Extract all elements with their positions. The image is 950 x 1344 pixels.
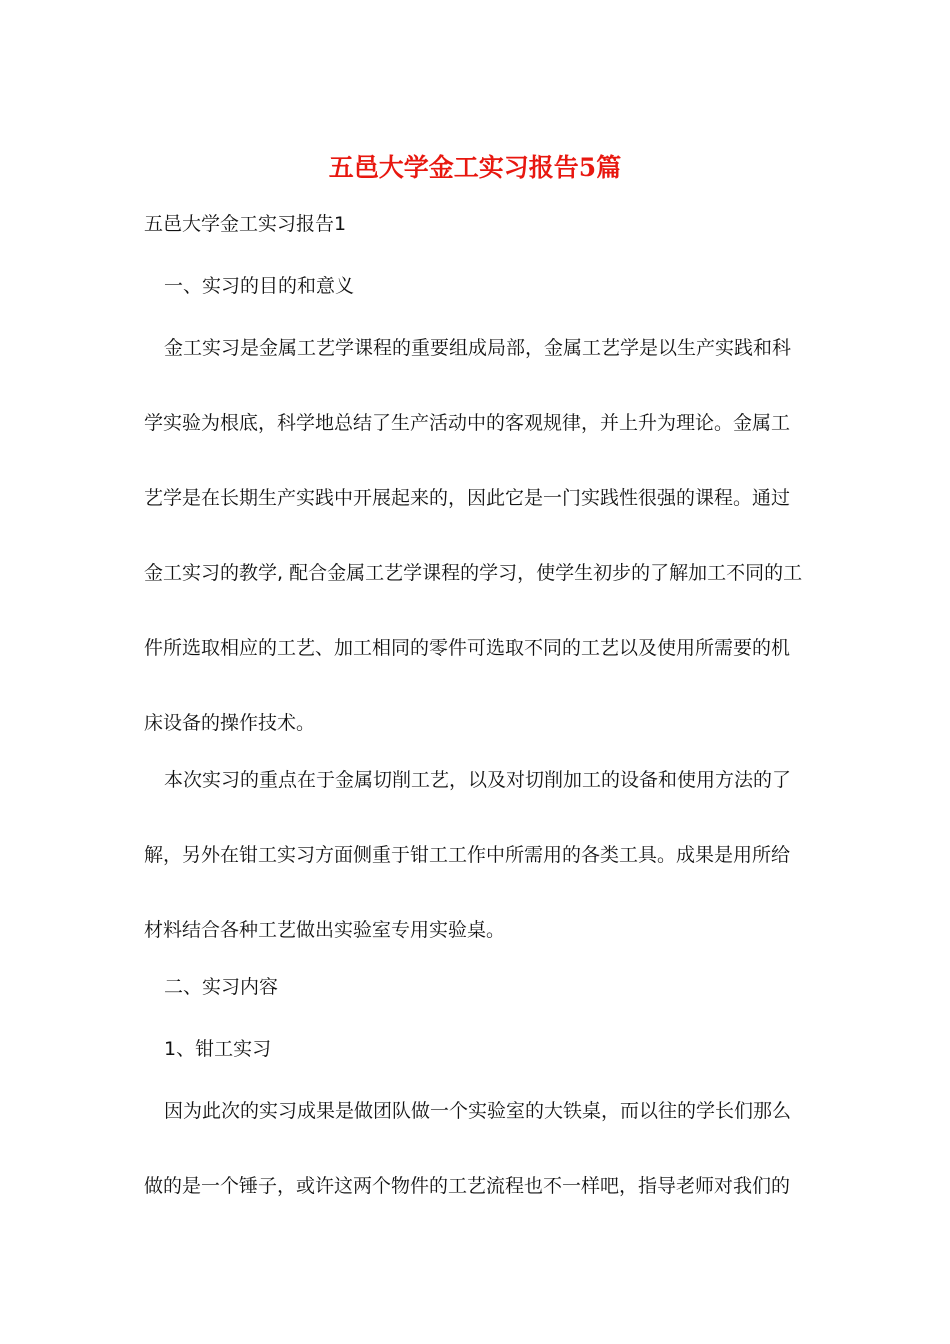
paragraph-line: 金工实习的教学, 配合金属工艺学课程的学习，使学生初步的了解加工不同的工 bbox=[144, 562, 803, 584]
paragraph-fitter bbox=[144, 1074, 808, 1224]
paragraph-line: 做的是一个锤子，或许这两个物件的工艺流程也不一样吧，指导老师对我们的 bbox=[144, 1175, 791, 1197]
document-body bbox=[144, 205, 808, 1218]
paragraph-line: 本次实习的重点在于金属切削工艺，以及对切削加工的设备和使用方法的了 bbox=[164, 769, 792, 791]
paragraph-line: 因为此次的实习成果是做团队做一个实验室的大铁桌，而以往的学长们那么 bbox=[164, 1100, 792, 1122]
paragraph-purpose-2 bbox=[144, 743, 808, 968]
paragraph-line: 学实验为根底，科学地总结了生产活动中的客观规律，并上升为理论。金属工 bbox=[144, 412, 791, 434]
report-subtitle: 五邑大学金工实习报告1 bbox=[144, 213, 347, 235]
document-title: 五邑大学金工实习报告5篇 bbox=[328, 153, 622, 182]
section-heading-purpose: 一、实习的目的和意义 bbox=[164, 275, 355, 297]
paragraph-line: 材料结合各种工艺做出实验室专用实验桌。 bbox=[144, 919, 506, 941]
paragraph-purpose-1 bbox=[144, 311, 808, 761]
section-heading-fitter: 1、钳工实习 bbox=[164, 1038, 272, 1060]
section-heading-content: 二、实习内容 bbox=[164, 976, 279, 998]
paragraph-line: 件所选取相应的工艺、加工相同的零件可选取不同的工艺以及使用所需要的机 bbox=[144, 637, 791, 659]
paragraph-line: 床设备的操作技术。 bbox=[144, 712, 316, 734]
paragraph-line: 解，另外在钳工实习方面侧重于钳工工作中所需用的各类工具。成果是用所给 bbox=[144, 844, 791, 866]
paragraph-line: 金工实习是金属工艺学课程的重要组成局部，金属工艺学是以生产实践和科 bbox=[164, 337, 792, 359]
paragraph-line: 艺学是在长期生产实践中开展起来的，因此它是一门实践性很强的课程。通过 bbox=[144, 487, 791, 509]
